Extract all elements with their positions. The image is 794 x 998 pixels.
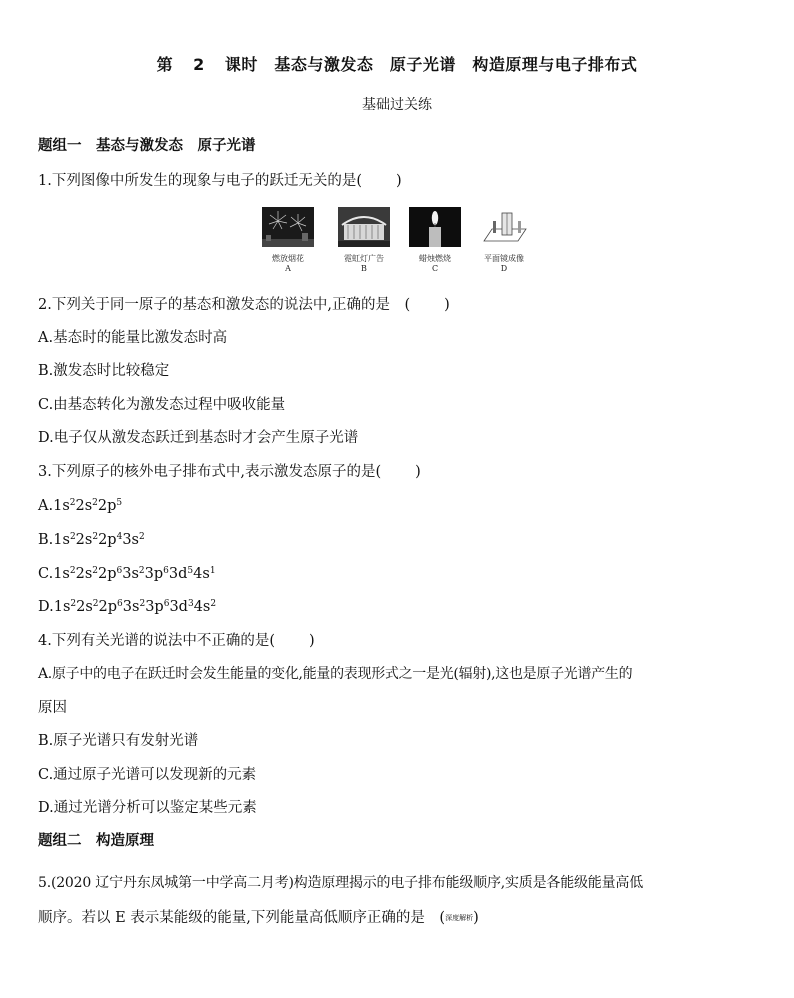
question-2-option-c: C.由基态转化为激发态过程中吸收能量 <box>38 397 286 413</box>
question-3-option-c: $C.1s^22s^22p^63s^23p^63d^54s^1$ <box>38 566 216 582</box>
question-4-option-b: B.原子光谱只有发射光谱 <box>38 733 199 749</box>
figure-b-letter: B <box>361 264 367 273</box>
question-4-option-c: C.通过原子光谱可以发现新的元素 <box>38 767 257 783</box>
figure-c-letter: C <box>431 264 439 273</box>
figure-b <box>338 207 390 274</box>
question-1-figures <box>262 207 542 279</box>
question-5-line-2: 顺序。若以 E 表示某能级的能量,下列能量高低顺序正确的是 (深度解析) <box>38 910 479 926</box>
plane-mirror-icon <box>478 207 530 247</box>
figure-d-caption: 平面镜成像 <box>484 254 524 263</box>
question-4-option-a-line-2: 原因 <box>38 700 67 716</box>
figure-a-letter: A <box>285 264 291 273</box>
question-5-line-1: 5.(2020 辽宁丹东凤城第一中学高二月考)构造原理揭示的电子排布能级顺序,实质是各能级能量高低 <box>38 875 644 891</box>
deep-analysis-note: 深度解析 <box>445 914 474 922</box>
question-2-option-a: A.基态时的能量比激发态时高 <box>38 330 228 346</box>
group-heading-2: 题组二 构造原理 <box>38 833 154 849</box>
question-4-option-d: D.通过光谱分析可以鉴定某些元素 <box>38 800 257 816</box>
neon-sign-icon <box>338 207 390 247</box>
figure-a-caption: 燃放烟花 <box>272 254 304 263</box>
figure-d-letter: D <box>500 264 508 273</box>
question-4-option-a-line-1: A.原子中的电子在跃迁时会发生能量的变化,能量的表现形式之一是光(辐射),这也是原子光谱产生的 <box>38 666 633 682</box>
question-4-stem: 4.下列有关光谱的说法中不正确的是( ) <box>38 633 315 649</box>
question-2-stem: 2.下列关于同一原子的基态和激发态的说法中,正确的是 ( ) <box>38 297 450 313</box>
fireworks-icon <box>262 207 314 247</box>
candle-icon <box>409 207 461 247</box>
page-title: 第 2 课时 基态与激发态 原子光谱 构造原理与电子排布式 <box>156 55 638 74</box>
question-3-stem: 3.下列原子的核外电子排布式中,表示激发态原子的是( ) <box>38 464 421 480</box>
question-2-option-b: B.激发态时比较稳定 <box>38 363 170 379</box>
section-subtitle: 基础过关练 <box>362 97 432 113</box>
question-3-option-d: $D.1s^22s^22p^63s^23p^63d^34s^2$ <box>38 599 217 615</box>
figure-a <box>262 207 314 274</box>
question-2-option-d: D.电子仅从激发态跃迁到基态时才会产生原子光谱 <box>38 430 359 446</box>
figure-c <box>409 207 461 274</box>
figure-b-caption: 霓虹灯广告 <box>344 254 384 263</box>
question-1-stem: 1.下列图像中所发生的现象与电子的跃迁无关的是( ) <box>38 173 402 189</box>
figure-c-caption: 蜡烛燃烧 <box>419 254 451 263</box>
question-3-option-b: $B.1s^22s^22p^43s^2$ <box>38 532 145 548</box>
question-3-option-a: $A.1s^22s^22p^5$ <box>38 498 123 514</box>
figure-d <box>478 207 530 274</box>
group-heading-1: 题组一 基态与激发态 原子光谱 <box>38 138 256 154</box>
